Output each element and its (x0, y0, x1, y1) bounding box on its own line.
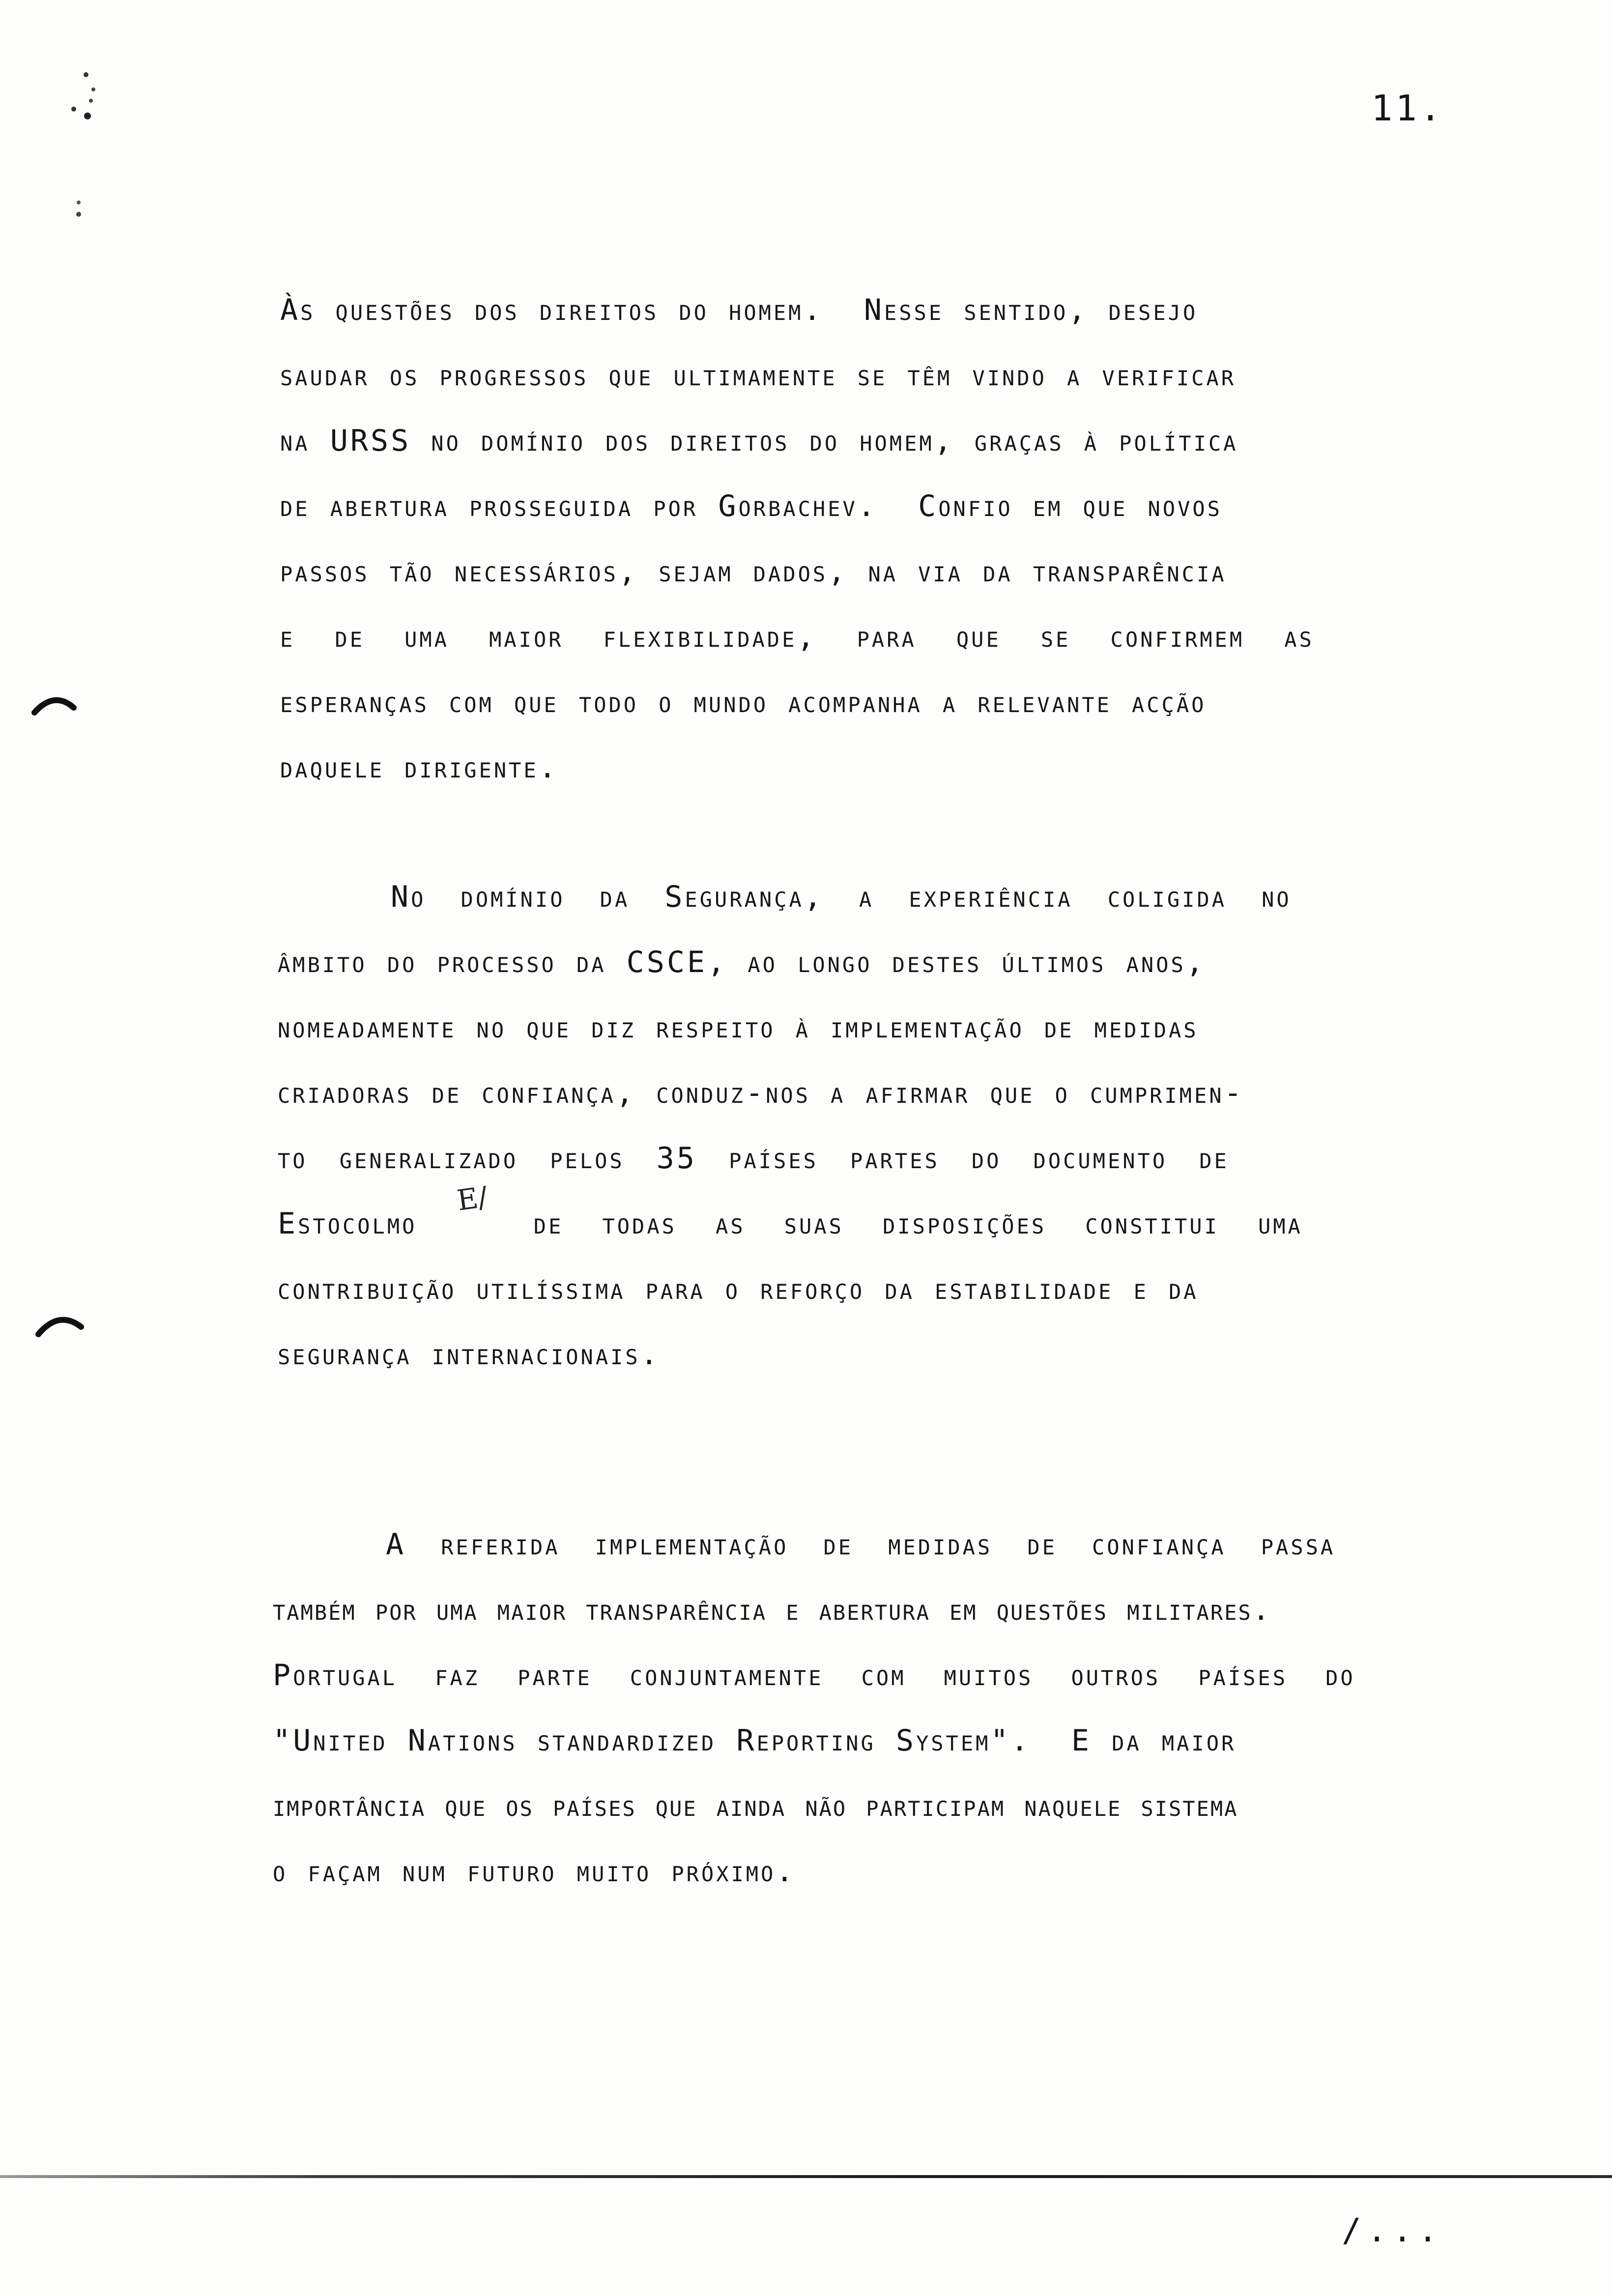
text-line: criadoras de confiança, conduz-nos a afirmar que o cumprimen- (278, 1076, 1244, 1110)
text-line: de abertura prosseguida por Gorbachev. Confio em que novos (280, 489, 1222, 523)
text-line: e de uma maior flexibilidade, para que se confirmem as (280, 620, 1314, 654)
text-line: segurança internacionais. (278, 1337, 661, 1372)
text-line: passos tão necessários, sejam dados, na via da transparência (280, 554, 1227, 589)
text-line: o façam num futuro muito próximo. (273, 1854, 796, 1889)
text-line: contribuição utilíssima para o reforço da estabilidade e da (278, 1272, 1199, 1306)
text-line: "United Nations standardized Reporting System". E da maior (273, 1723, 1237, 1758)
text-line: to generalizado pelos 35 países partes do documento de (278, 1141, 1229, 1176)
text-line: âmbito do processo da CSCE, ao longo destes últimos anos, (278, 945, 1206, 979)
text-line: saudar os progressos que ultimamente se têm vindo a verificar (280, 358, 1236, 393)
text-line: Portugal faz parte conjuntamente com muitos outros países do (273, 1658, 1355, 1693)
text-line: Estocolmo de todas as suas disposições constitui uma (278, 1206, 1303, 1241)
text-line: esperanças com que todo o mundo acompanha a relevante acção (280, 685, 1207, 719)
continuation-mark: /... (1342, 2211, 1443, 2249)
page-bottom-rule (0, 2175, 1612, 2178)
page-number: 11. (1371, 87, 1444, 129)
text-line: Às questões dos direitos do homem. Nesse sentido, desejo (280, 293, 1198, 327)
text-line: A referida implementação de medidas de confiança passa (386, 1527, 1336, 1562)
scan-specks (0, 0, 128, 1376)
handwritten-annotation: E/ (455, 1180, 490, 1217)
text-line: também por uma maior transparência e abertura em questões militares. (273, 1593, 1271, 1627)
text-line: importância que os países que ainda não participam naquele sistema (273, 1789, 1238, 1823)
text-line: daquele dirigente. (280, 750, 559, 785)
text-line: na URSS no domínio dos direitos do homem, graças à política (280, 424, 1238, 458)
text-line: No domínio da Segurança, a experiência coligida no (391, 880, 1292, 914)
text-line: nomeadamente no que diz respeito à implementação de medidas (278, 1010, 1199, 1045)
